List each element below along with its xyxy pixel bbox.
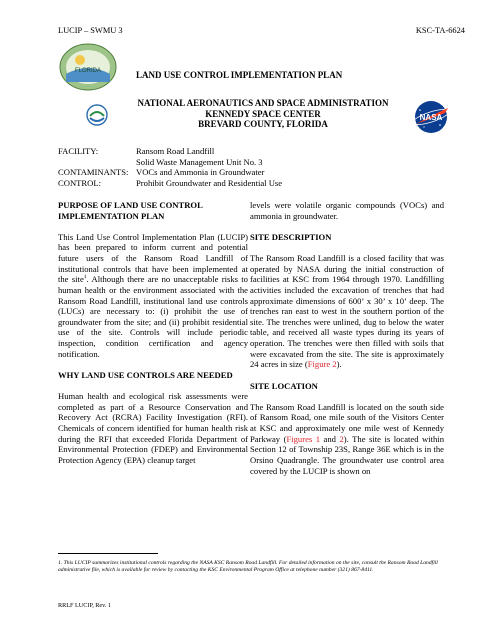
fact-value: Ransom Road Landfill (136, 146, 215, 156)
footnote-divider (58, 553, 158, 554)
fact-value: Solid Waste Management Unit No. 3 (136, 156, 263, 167)
fact-row (58, 146, 282, 157)
fact-key: CONTAMINANTS: (58, 167, 129, 178)
loc-text: The Ransom Road Landfill is located on the south side of Ransom Road, one mile south of the Visitors Center at KSC and approximately one mile west of Kennedy Parkway ( (250, 401, 444, 444)
why-heading: WHY LAND USE CONTROLS ARE NEEDED (58, 369, 233, 380)
page-footer: RRLF LUCIP, Rev. 1 (58, 602, 112, 609)
fact-value: VOCs and Ammonia in Groundwater (136, 167, 265, 178)
loc-text-and: and (320, 433, 340, 444)
footnote: 1. This LUCIP summarizes institutional controls regarding the NASA KSC Ransom Road Landfill. For detailed information on the site, consult the Ransom Road Landfill administrative file, which is available for review by contacting the KSC Environmental Program Office at telephone number (321) 867-8411. (58, 560, 438, 574)
florida-seal-logo (58, 42, 118, 92)
why-paragraph: Human health and ecological risk assessments were completed as part of a Resource Conservation and Recovery Act (RCRA) Facility Investigation (RFI). Chemicals of concern identified for human health risk during the RFI that exceeded Florida Department of Environmental Protection (FDEP) and Environmental Protection Agency (EPA) cleanup target (58, 391, 248, 465)
purpose-text-cont: . Although there are no unacceptable risks to human health or the environment associated with the Ransom Road Landfill, institutional land use controls (LUCs) are necessary to: (i) prohibit the use of groundwater from the site; and (ii) prohibit residential use of the site. Controls will include periodic inspection, condition certification and agency notification. (58, 274, 248, 359)
purpose-heading: PURPOSE OF LAND USE CONTROL IMPLEMENTATION PLAN (58, 200, 203, 221)
purpose-text: This Land Use Control Implementation Plan (LUCIP) has been prepared to inform current and potential future users of the Ransom Road Landfill of institutional controls that have been implemented at the site (58, 231, 248, 285)
document-title: LAND USE CONTROL IMPLEMENTATION PLAN (136, 70, 343, 80)
fact-key: FACILITY: (58, 146, 99, 156)
center-name: KENNEDY SPACE CENTER (205, 108, 321, 119)
site-description-paragraph (250, 253, 444, 370)
figure-2-link-b[interactable]: 2 (339, 433, 344, 444)
footnote-ref[interactable]: 1 (83, 274, 87, 281)
fact-value: Prohibit Groundwater and Residential Use (136, 177, 283, 188)
fact-key (58, 157, 136, 168)
desc-text-end: ). (336, 359, 342, 370)
agency-name: NATIONAL AERONAUTICS AND SPACE ADMINISTRATION (137, 98, 389, 108)
site-description-heading: SITE DESCRIPTION (250, 231, 332, 242)
left-column (58, 200, 248, 476)
facility-facts (58, 146, 282, 188)
florida-seal-text: FLORIDA (74, 68, 102, 74)
loc-text-end: ). The site is located within Section 12 of Township 23S, Range 36E which is in the Orsino Quadrangle. The groundwater use control area covered by the LUCIP is shown on (250, 433, 444, 476)
figure-1-link[interactable]: Figures 1 (286, 433, 321, 444)
figure-2-link[interactable]: Figure 2 (307, 359, 337, 370)
right-column (250, 200, 444, 487)
county-name: BREVARD COUNTY, FLORIDA (198, 119, 328, 129)
purpose-paragraph (58, 232, 248, 360)
fact-key: CONTROL: (58, 177, 101, 188)
nasa-meatball-logo (410, 100, 452, 134)
fact-row (58, 167, 282, 178)
fact-row (58, 157, 282, 168)
nasa-logo-text: NASA (419, 113, 443, 122)
why-paragraph-cont: levels were volatile organic compounds (VOCs) and ammonia in groundwater. (250, 200, 444, 221)
agency-block (118, 98, 408, 130)
header-right: KSC-TA-6624 (415, 26, 465, 35)
site-location-heading: SITE LOCATION (250, 380, 318, 391)
fact-row (58, 178, 282, 189)
epa-logo-icon (86, 104, 108, 126)
header-left: LUCIP – SWMU 3 (58, 26, 123, 35)
site-location-paragraph (250, 402, 444, 476)
desc-text: The Ransom Road Landfill is a closed facility that was operated by NASA during the initial construction of facilities at KSC from 1964 through 1970. Landfilling activities included the excavation of trenches that had approximate dimensions of 600’ x 30’ x 10’ deep. The trenches ran east to west in the southern portion of the site. The trenches were unlined, dug to below the water table, and received all waste types during its years of operation. The trenches were then filled with soils that were excavated from the site. The site is approximately 24 acres in size ( (250, 253, 444, 370)
